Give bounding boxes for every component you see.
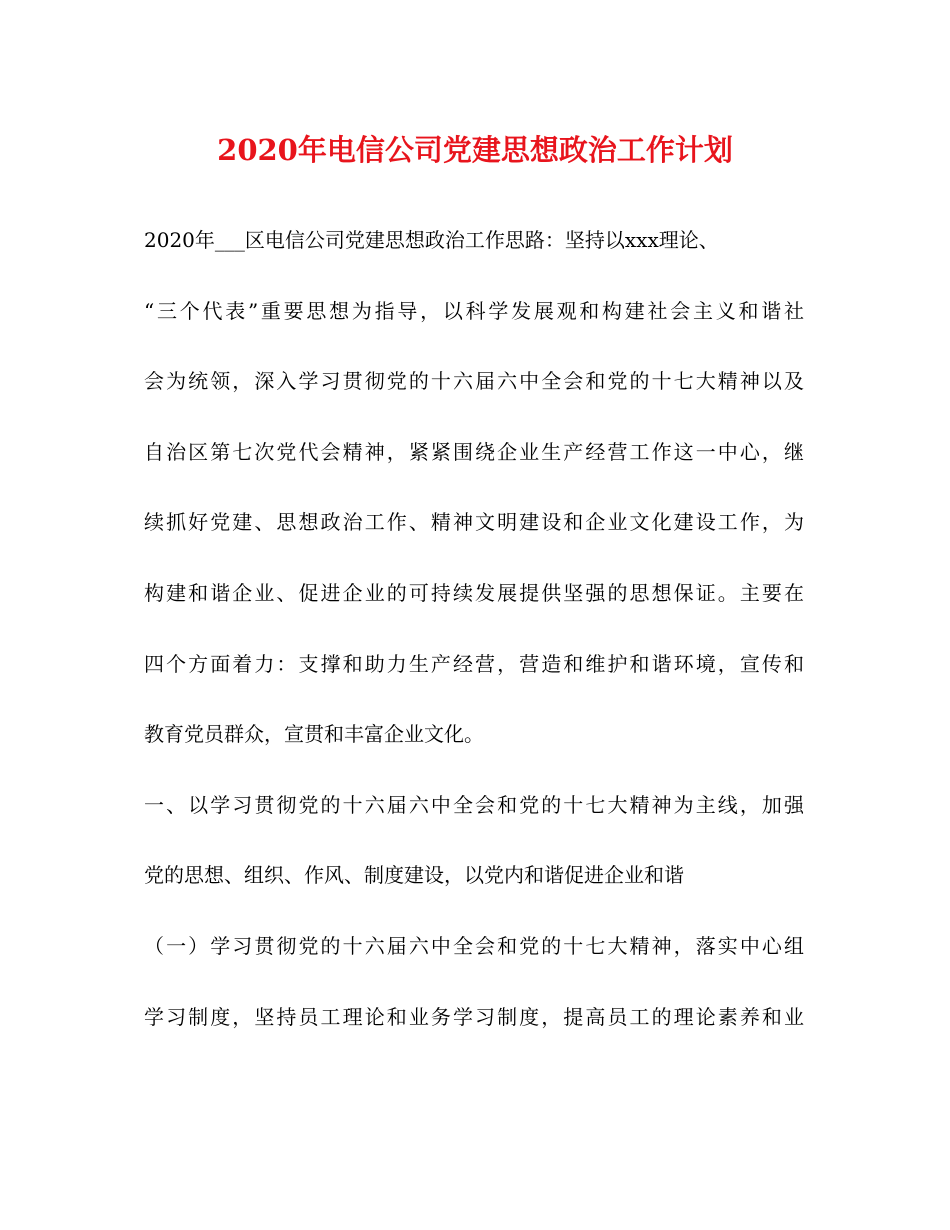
paragraph-line-5: 续抓好党建、思想政治工作、精神文明建设和企业文化建设工作，为 [144,510,804,534]
paragraph-line-7: 四个方面着力：支撑和助力生产经营，营造和维护和谐环境，宣传和 [144,652,804,676]
section-heading-line-2: 党的思想、组织、作风、制度建设，以党内和谐促进企业和谐 [144,863,684,887]
subsection-line-2: 学习制度，坚持员工理论和业务学习制度，提高员工的理论素养和业 [144,1005,804,1029]
paragraph-line-4: 自治区第七次党代会精神，紧紧围绕企业生产经营工作这一中心，继 [144,440,804,464]
section-heading-line-1: 一、以学习贯彻党的十六届六中全会和党的十七大精神为主线，加强 [144,793,804,817]
paragraph-line-2: “三个代表”重要思想为指导，以科学发展观和构建社会主义和谐社 [144,299,804,323]
paragraph-line-8: 教育党员群众，宣贯和丰富企业文化。 [144,722,484,746]
paragraph-line-6: 构建和谐企业、促进企业的可持续发展提供坚强的思想保证。主要在 [144,581,804,605]
paragraph-line-1: 2020年___区电信公司党建思想政治工作思路：坚持以xxx理论、 [144,228,719,252]
paragraph-line-3: 会为统领，深入学习贯彻党的十六届六中全会和党的十七大精神以及 [144,369,804,393]
subsection-line-1: （一）学习贯彻党的十六届六中全会和党的十七大精神，落实中心组 [144,934,804,958]
document-title: 2020年电信公司党建思想政治工作计划 [217,133,733,167]
